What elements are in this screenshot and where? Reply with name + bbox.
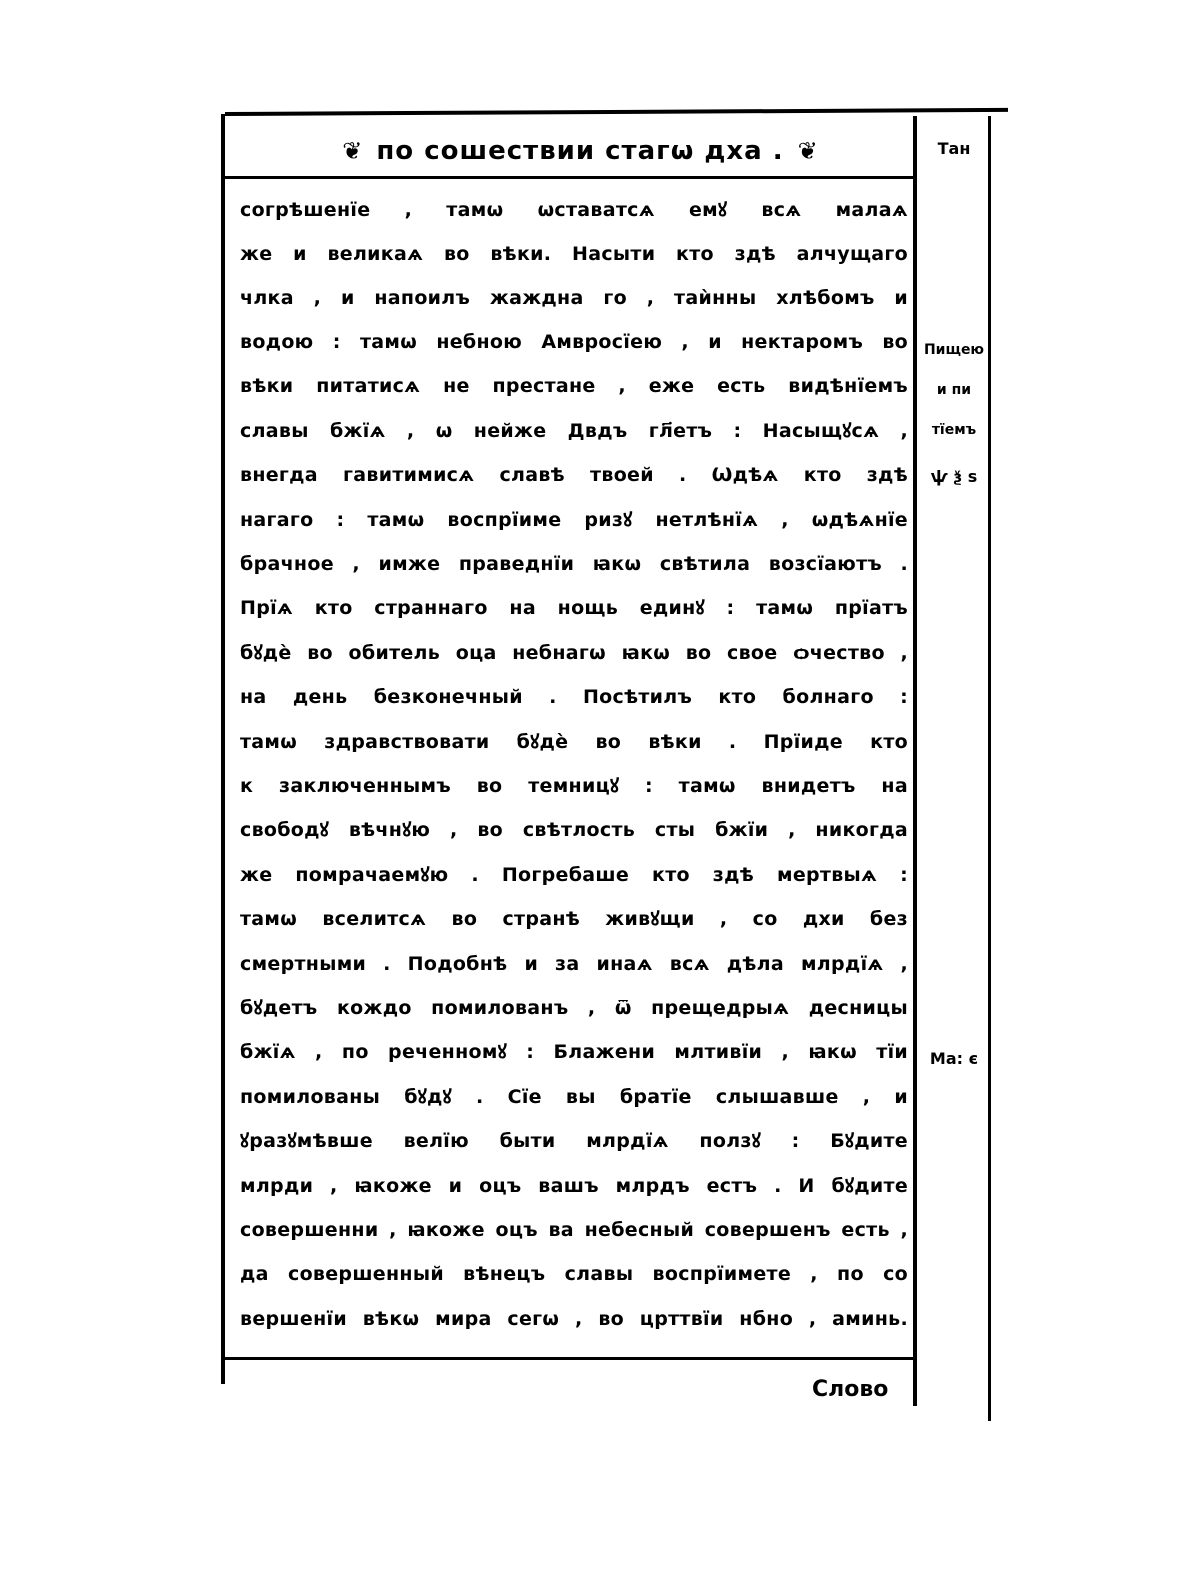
margin-note: Ма: є (929, 1049, 979, 1068)
text-line: млрди , ꙗкоже и оцъ вашъ млрдъ естъ . И бꙋдите (240, 1175, 908, 1197)
footer-rule (225, 1357, 915, 1360)
text-line: тамѡ здравствовати бꙋдѐ во вѣки . Прїиде кто (240, 731, 908, 753)
text-line: вершенїи вѣкѡ мира сегѡ , во црттвїи нбно , аминь. (240, 1308, 908, 1330)
text-line: к заключеннымъ во темницꙋ : тамѡ внидетъ на (240, 775, 908, 797)
text-line: бꙋдетъ кождо помилованъ , ѿ прещедрыѧ десницы (240, 997, 908, 1019)
text-line: ꙋразꙋмѣвше велїю быти млрдїѧ ползꙋ : Бꙋдите (240, 1130, 908, 1152)
left-frame-line (221, 114, 225, 1384)
text-line: совершенни , ꙗкоже оцъ ва небесный совершенъ есть , (240, 1219, 908, 1241)
text-line: согрѣшенїе , тамѡ ѡставатсѧ емꙋ всѧ малаѧ (240, 199, 908, 221)
top-frame-line (225, 108, 1008, 116)
text-line: Прїѧ кто страннаго на нощь единꙋ : тамѡ прїатъ (240, 597, 908, 619)
text-line: нагаго : тамѡ воспрїиме ризꙋ нетлѣнїѧ , ѡдѣѧнїе (240, 509, 908, 531)
text-line: вѣки питатисѧ не престане , еже есть видѣнїемъ (240, 375, 908, 397)
text-line: тамѡ вселитсѧ во странѣ живꙋщи , со дхи без (240, 908, 908, 930)
text-line: члка , и напоилъ жаждна го , таѝнны хлѣбомъ и (240, 287, 908, 309)
text-line: помилованы бꙋдꙋ . Сїе вы братїе слышавше , и (240, 1086, 908, 1108)
text-line: бꙋдѐ во обитель оца небнагѡ ꙗкѡ во свое ѻчество , (240, 642, 908, 664)
margin-note: ѱ ѯ ѕ (930, 467, 978, 486)
text-line: же и великаѧ во вѣки. Насыти кто здѣ алчущаго (240, 243, 908, 265)
text-line: славы бжїѧ , ѡ нейже Двдъ гл҃етъ : Насыщꙋсѧ , (240, 420, 908, 442)
text-line: да совершенный вѣнецъ славы воспрїимете , по со (240, 1263, 908, 1285)
text-line: бжїѧ , по реченномꙋ : Блажени млтивїи , ꙗкѡ тїи (240, 1041, 908, 1063)
text-line: брачное , имже праведнїи ꙗкѡ свѣтила возсїаютъ . (240, 553, 908, 575)
text-line: свободꙋ вѣчнꙋю , во свѣтлость сты бжїи , никогда (240, 819, 908, 841)
margin-column-divider (913, 116, 917, 1406)
margin-note: Пищею и пи тїемъ (923, 342, 985, 438)
catchword: Слово (812, 1377, 889, 1402)
header-rule (222, 176, 917, 179)
right-ornament-icon: ❦ (797, 137, 818, 165)
text-line: на день безконечный . Посѣтилъ кто болнаго : (240, 686, 908, 708)
text-line: внегда гавитимисѧ славѣ твоей . Ѡдѣѧ кто здѣ (240, 464, 908, 486)
text-line: смертными . Подобнѣ и за инаѧ всѧ дѣла млрдїѧ , (240, 953, 908, 975)
text-line: водою : тамѡ небною Амвросїею , и нектаромъ во (240, 331, 908, 353)
margin-note: Тан (937, 139, 971, 158)
running-header (300, 130, 860, 172)
left-ornament-icon: ❦ (342, 137, 363, 165)
right-frame-line (988, 116, 991, 1421)
text-line: же помрачаемꙋю . Погребаше кто здѣ мертвыѧ : (240, 864, 908, 886)
page-title: по сошествии стагѡ дха . (376, 136, 784, 166)
